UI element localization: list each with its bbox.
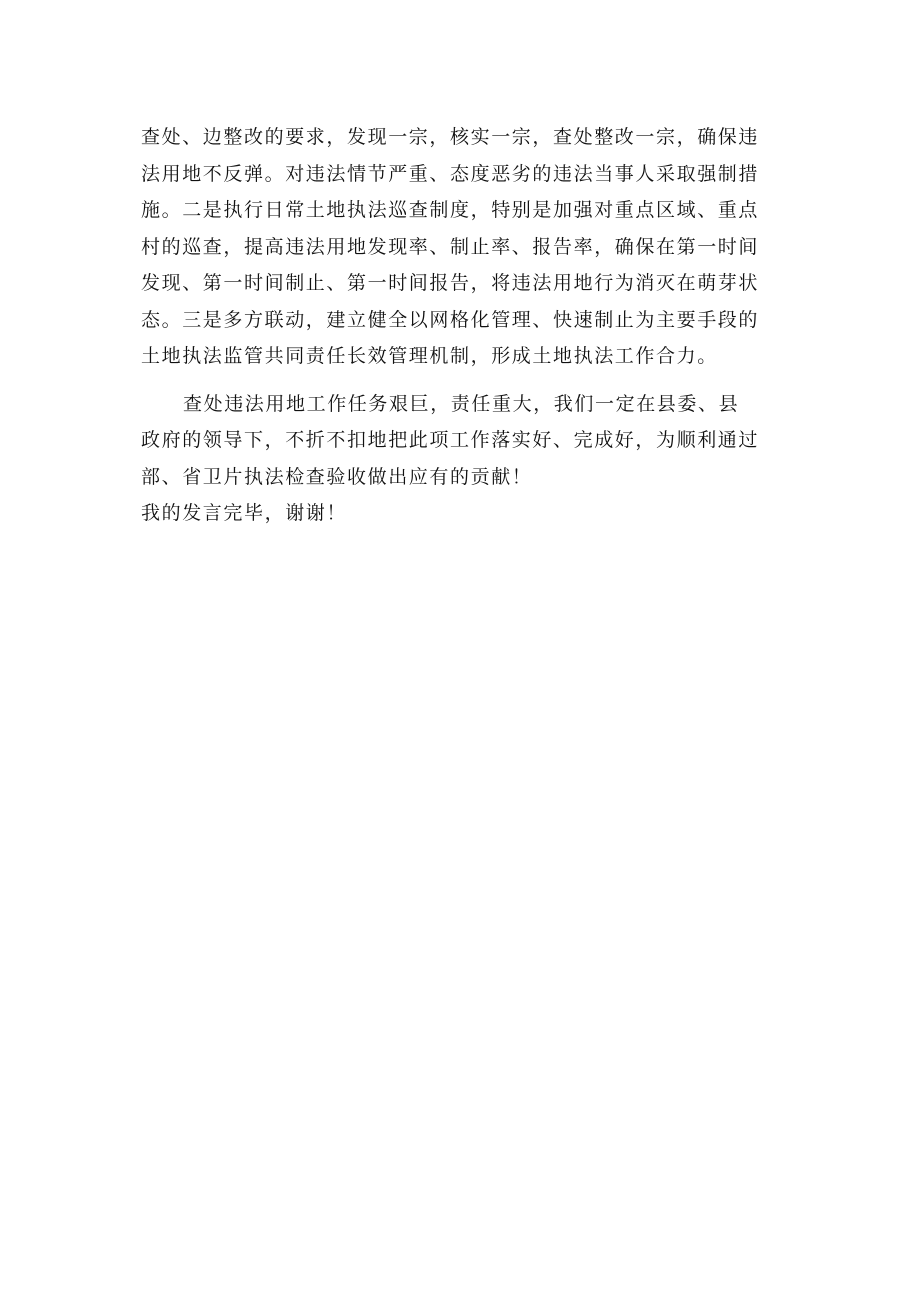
- closing-remark: 我的发言完毕，谢谢！: [141, 502, 348, 524]
- text-line: 政府的领导下，不折不扣地把此项工作落实好、完成好，为顺利通过: [141, 429, 760, 451]
- text-line: 部、省卫片执法检查验收做出应有的贡献！: [141, 465, 533, 488]
- text-line: 法用地不反弹。对违法情节严重、态度恶劣的违法当事人采取强制措: [141, 162, 760, 185]
- text-line: 土地执法监管共同责任长效管理机制，形成土地执法工作合力。: [141, 345, 718, 367]
- text-line: 村的巡查，提高违法用地发现率、制止率、报告率，确保在第一时间: [141, 235, 760, 258]
- document-body: [141, 119, 781, 532]
- text-line: 施。二是执行日常土地执法巡查制度，特别是加强对重点区域、重点: [141, 199, 760, 221]
- paragraph-commitment: [141, 386, 781, 496]
- text-line: 态。三是多方联动，建立健全以网格化管理、快速制止为主要手段的: [141, 308, 760, 331]
- text-line: 查处、边整改的要求，发现一宗，核实一宗，查处整改一宗，确保违: [141, 126, 760, 148]
- paragraph-enforcement-measures: [141, 119, 781, 375]
- text-line: 发现、第一时间制止、第一时间报告，将违法用地行为消灭在萌芽状: [141, 272, 760, 294]
- text-line: 查处违法用地工作任务艰巨，责任重大，我们一定在县委、县: [183, 392, 740, 415]
